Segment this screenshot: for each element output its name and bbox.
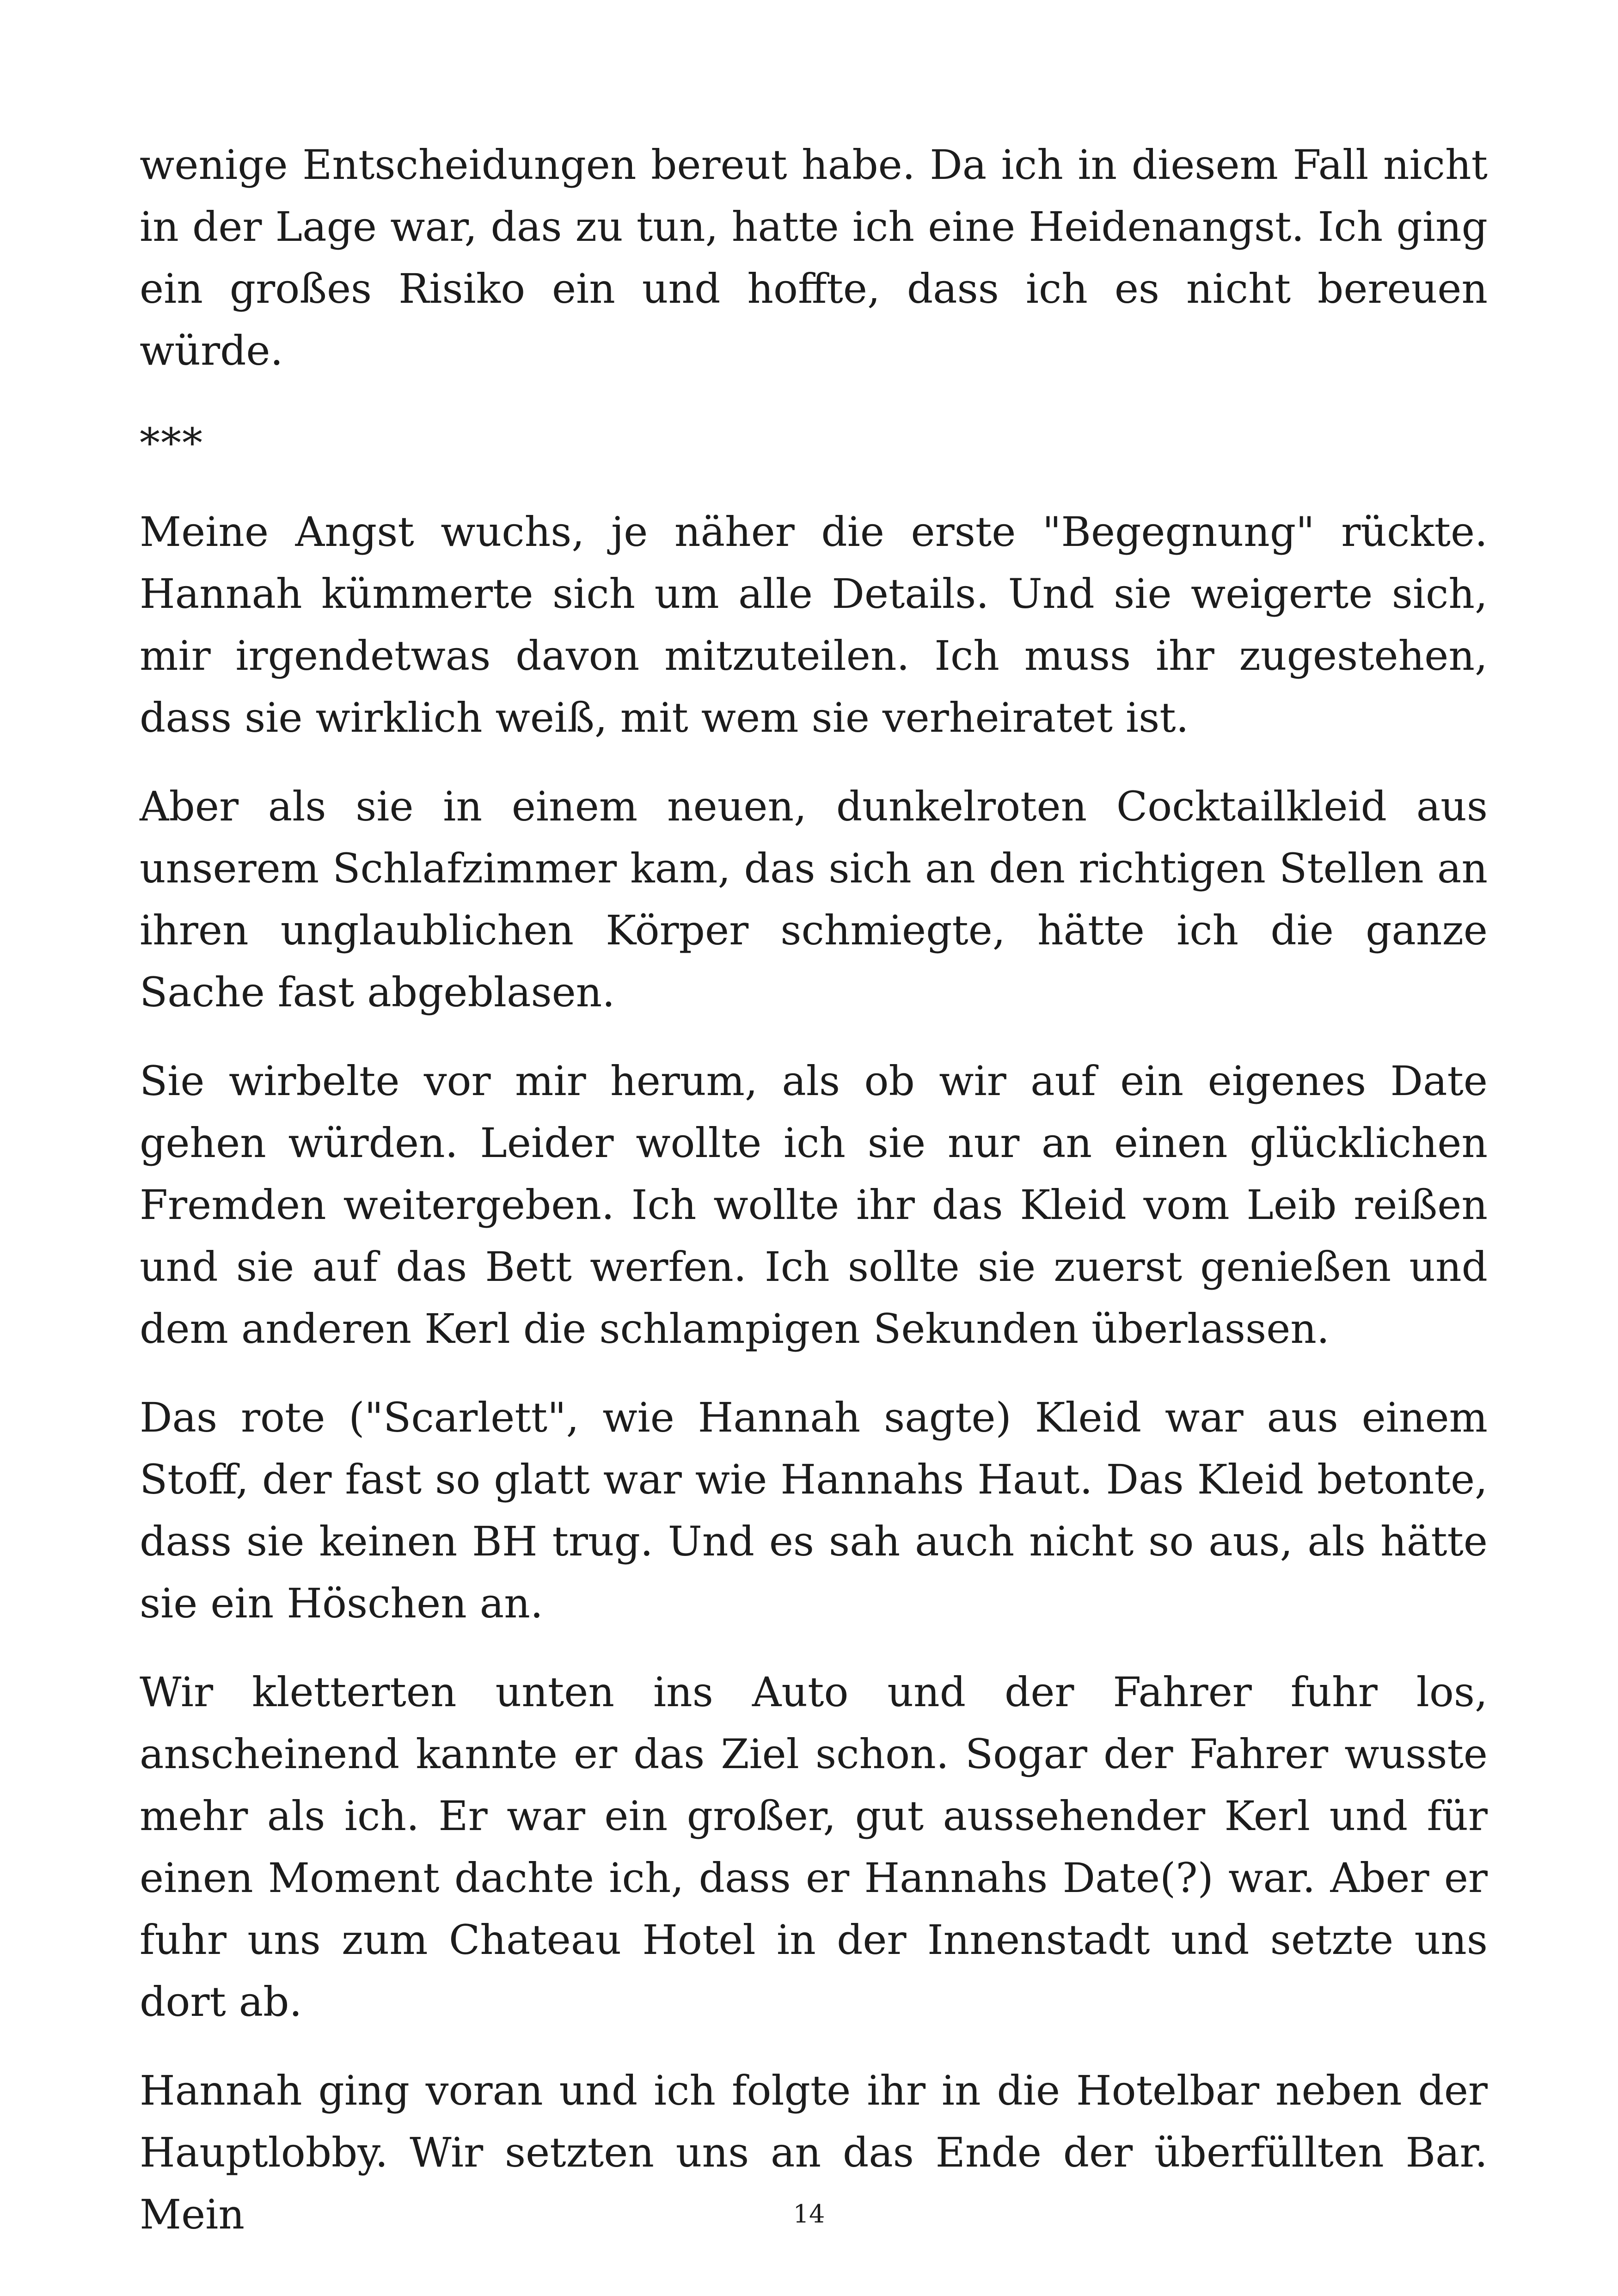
paragraph: Hannah ging voran und ich folgte ihr in die Hotelbar neben der Hauptlobby. Wir setzten uns an das Ende der überfüllten Bar. Mein	[140, 2067, 1488, 2238]
body-text	[140, 134, 1488, 2272]
paragraph: Wir kletterten unten ins Auto und der Fahrer fuhr los, anscheinend kannte er das Ziel schon. Sogar der Fahrer wusste mehr als ich. Er war ein großer, gut aussehender Kerl und für einen Moment dachte ich, dass er Hannahs Date(?) war. Aber er fuhr uns zum Chateau Hotel in der Innenstadt und setzte uns dort ab.	[140, 1668, 1488, 2026]
page-number: 14	[793, 2199, 825, 2229]
scene-break: ***	[140, 419, 203, 467]
paragraph: Sie wirbelte vor mir herum, als ob wir auf ein eigenes Date gehen würden. Leider wollte ich sie nur an einen glücklichen Fremden weitergeben. Ich wollte ihr das Kleid vom Leib reißen und sie auf das Bett werfen. Ich sollte sie zuerst genießen und dem anderen Kerl die schlampigen Sekunden überlassen.	[140, 1057, 1488, 1353]
paragraph: Aber als sie in einem neuen, dunkelroten Cocktailkleid aus unserem Schlafzimmer kam, das sich an den richtigen Stellen an ihren unglaublichen Körper schmiegte, hätte ich die ganze Sache fast abgeblasen.	[140, 783, 1488, 1016]
paragraph-continuation: wenige Entscheidungen bereut habe. Da ich in diesem Fall nicht in der Lage war, das zu tun, hatte ich eine Heidenangst. Ich ging ein großes Risiko ein und hoffte, dass ich es nicht bereuen würde.	[140, 141, 1488, 374]
paragraph: Das rote ("Scarlett", wie Hannah sagte) Kleid war aus einem Stoff, der fast so glatt war wie Hannahs Haut. Das Kleid betonte, dass sie keinen BH trug. Und es sah auch nicht so aus, als hätte sie ein Höschen an.	[140, 1394, 1488, 1627]
paragraph: Meine Angst wuchs, je näher die erste "Begegnung" rückte. Hannah kümmerte sich um alle Details. Und sie weigerte sich, mir irgendetwas davon mitzuteilen. Ich muss ihr zugestehen, dass sie wirklich weiß, mit wem sie verheiratet ist.	[140, 508, 1488, 741]
